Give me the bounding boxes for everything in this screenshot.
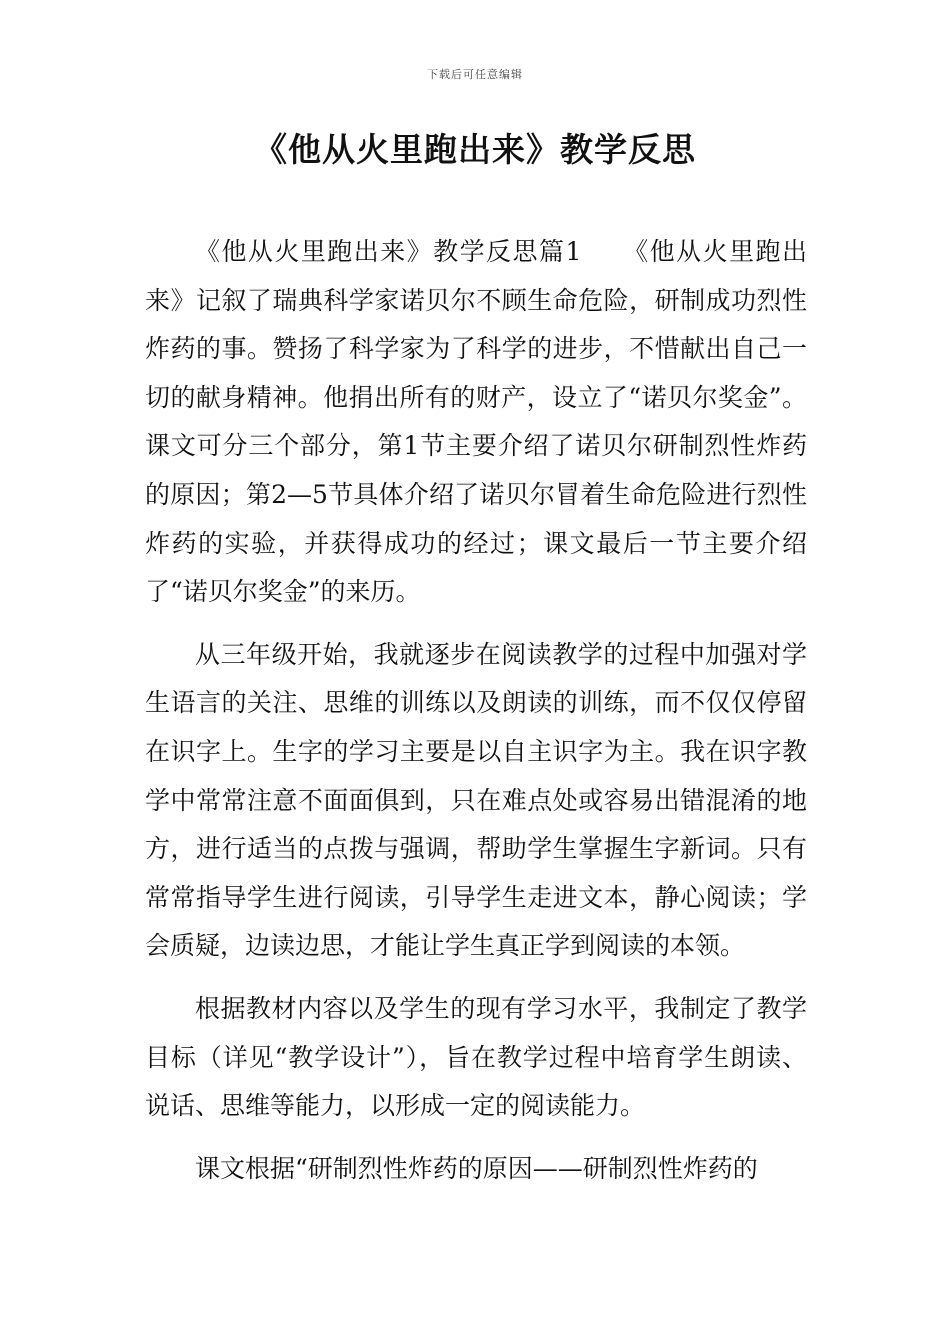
document-body	[145, 228, 807, 1193]
page-title: 《他从火里跑出来》教学反思	[254, 130, 696, 169]
paragraph-1: 《他从火里跑出来》教学反思篇1 《他从火里跑出来》记叙了瑞典科学家诺贝尔不顾生命危险，研制成功烈性炸药的事。赞扬了科学家为了科学的进步，不惜献出自己一切的献身精神。他捐出所有的财产，设立了“诺贝尔奖金”。课文可分三个部分，第1节主要介绍了诺贝尔研制烈性炸药的原因；第2—5节具体介绍了诺贝尔冒着生命危险进行烈性炸药的实验，并获得成功的经过；课文最后一节主要介绍了“诺贝尔奖金”的来历。	[145, 237, 807, 607]
paragraph-4: 课文根据“研制烈性炸药的原因——研制烈性炸药的	[195, 1153, 758, 1183]
paragraph-2: 从三年级开始，我就逐步在阅读教学的过程中加强对学生语言的关注、思维的训练以及朗读的训练，而不仅仅停留在识字上。生字的学习主要是以自主识字为主。我在识字教学中常常注意不面面俱到，只在难点处或容易出错混淆的地方，进行适当的点拨与强调，帮助学生掌握生字新词。只有常常指导学生进行阅读，引导学生走进文本，静心阅读；学会质疑，边读边思，才能让学生真正学到阅读的本领。	[145, 639, 807, 961]
paragraph-3: 根据教材内容以及学生的现有学习水平，我制定了教学目标（详见“教学设计”），旨在教学过程中培育学生朗读、说话、思维等能力，以形成一定的阅读能力。	[145, 993, 807, 1121]
header-note: 下载后可任意编辑	[427, 68, 523, 81]
